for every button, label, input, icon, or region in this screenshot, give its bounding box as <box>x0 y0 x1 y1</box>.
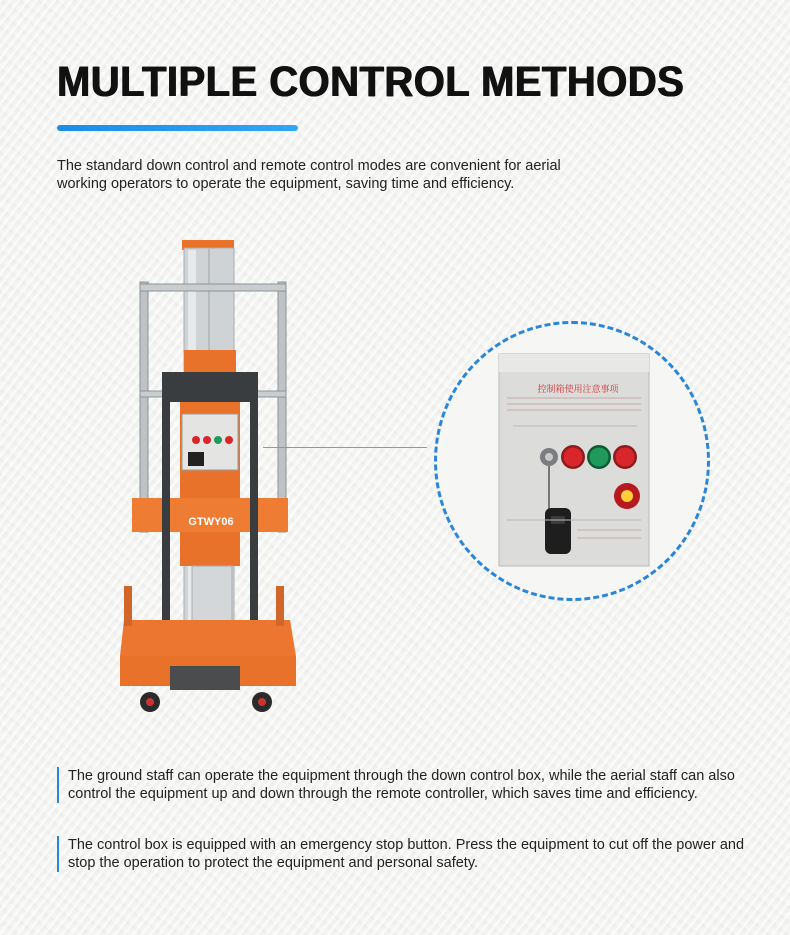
down-button <box>616 448 635 467</box>
callout-line <box>263 447 427 448</box>
control-box-heading: 控制箱使用注意事项 <box>537 385 619 395</box>
note-remote-control: The ground staff can operate the equipment through the down control box, while the aerial staff can also control the equipment up and down through the remote controller, which saves time and efficiency. <box>57 767 768 803</box>
remote-controller <box>545 508 571 554</box>
handle-frame <box>162 372 258 402</box>
page-title: MULTIPLE CONTROL METHODS <box>57 58 685 106</box>
title-underline <box>57 125 298 131</box>
control-box-zoom-circle <box>434 321 710 601</box>
note-emergency-stop: The control box is equipped with an emergency stop button. Press the equipment to cut off the power and stop the operation to protect the equipment and personal safety. <box>57 836 768 872</box>
up-button <box>590 448 609 467</box>
intro-text: The standard down control and remote control modes are convenient for aerial working operators to operate the equipment, saving time and efficiency. <box>57 158 561 192</box>
model-label: GTWY06 <box>188 516 234 528</box>
power-button <box>564 448 583 467</box>
orange-frame <box>180 380 240 566</box>
aerial-work-platform-image <box>110 236 300 726</box>
lift-base <box>120 620 296 656</box>
